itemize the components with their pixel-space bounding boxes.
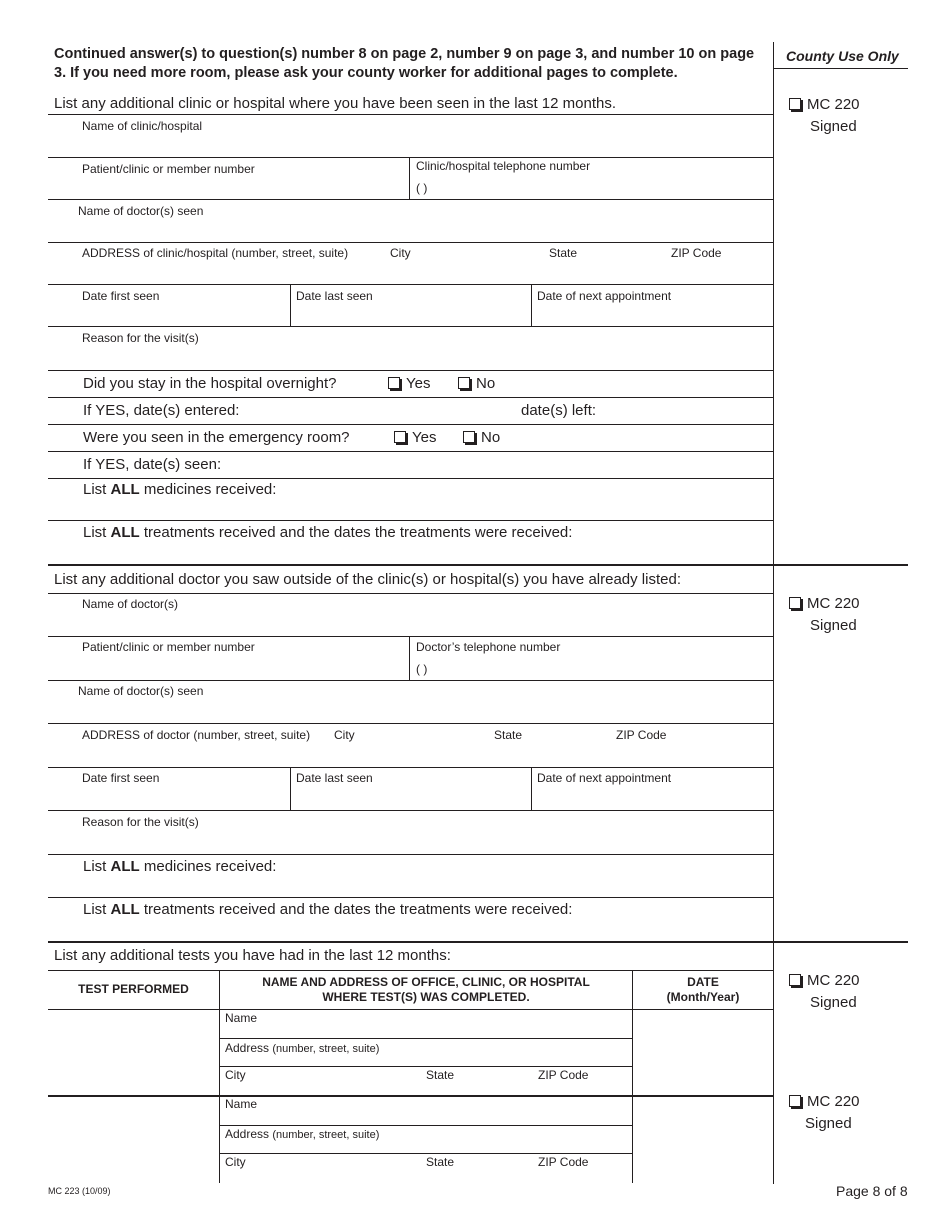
- address-sub: (number, street, suite): [272, 1129, 380, 1141]
- rule: [48, 1095, 774, 1097]
- test1-address-field[interactable]: [225, 1041, 379, 1055]
- col-test-performed: TEST PERFORMED: [78, 982, 189, 996]
- rule: [219, 1153, 633, 1154]
- overnight-no-checkbox[interactable]: [458, 375, 495, 392]
- col-date-line2: (Month/Year): [666, 990, 740, 1004]
- section-divider: [48, 564, 908, 566]
- clinic-address-field[interactable]: ADDRESS of clinic/hospital (number, street, suite): [82, 246, 349, 260]
- rule: [48, 1009, 774, 1010]
- doctor-date-next-field[interactable]: Date of next appointment: [537, 771, 672, 785]
- county-header-rule: [774, 68, 908, 69]
- all-word: ALL: [110, 858, 140, 875]
- col-date-line1: DATE: [687, 975, 719, 989]
- list-word: List: [83, 481, 107, 498]
- er-dates-field[interactable]: If YES, date(s) seen:: [83, 456, 222, 473]
- rule: [409, 636, 410, 680]
- form-id: MC 223 (10/09): [48, 1186, 111, 1196]
- checkbox-icon: [388, 377, 400, 389]
- list-word: List: [83, 858, 107, 875]
- list-word: List: [83, 901, 107, 918]
- doctors-seen-field[interactable]: Name of doctor(s) seen: [78, 204, 204, 218]
- doctor-doctors-seen-field[interactable]: Name of doctor(s) seen: [78, 684, 204, 698]
- dates-left-field[interactable]: date(s) left:: [521, 402, 597, 419]
- checkbox-label: Yes: [406, 375, 431, 392]
- medicines-rest: medicines received:: [143, 858, 277, 875]
- rule: [48, 854, 774, 855]
- rule: [409, 157, 410, 199]
- mc220-signed-label: Signed: [805, 1115, 852, 1132]
- rule: [48, 767, 774, 768]
- mc220-signed-label: Signed: [810, 617, 857, 634]
- doctor-state-field[interactable]: State: [494, 728, 523, 742]
- section-divider: [48, 941, 908, 943]
- rule: [48, 636, 774, 637]
- test2-city-field[interactable]: City: [225, 1155, 246, 1169]
- mc220-checkbox-2[interactable]: [789, 595, 860, 612]
- rule: [48, 451, 774, 452]
- rule: [48, 424, 774, 425]
- col-name-line2: WHERE TEST(S) WAS COMPLETED.: [322, 990, 530, 1004]
- test2-state-field[interactable]: State: [426, 1155, 455, 1169]
- doctor-treatments-field[interactable]: [83, 901, 572, 918]
- overnight-question: Did you stay in the hospital overnight?: [83, 375, 337, 392]
- doctor-date-first-field[interactable]: Date first seen: [82, 771, 160, 785]
- rule: [48, 520, 774, 521]
- test1-zip-field[interactable]: ZIP Code: [538, 1068, 589, 1082]
- dates-entered-field[interactable]: If YES, date(s) entered:: [83, 402, 240, 419]
- checkbox-label: Yes: [412, 429, 437, 446]
- address-word: Address: [225, 1041, 270, 1055]
- clinic-phone-field[interactable]: Clinic/hospital telephone number: [416, 159, 591, 173]
- clinic-zip-field[interactable]: ZIP Code: [671, 246, 722, 260]
- treatments-rest: treatments received and the dates the treatments were received:: [143, 524, 573, 541]
- rule: [48, 970, 774, 971]
- mc220-label: MC 220: [807, 96, 860, 113]
- rule: [48, 284, 774, 285]
- col-name-address: [220, 975, 632, 1005]
- mc220-checkbox-4[interactable]: [789, 1093, 860, 1110]
- rule: [48, 326, 774, 327]
- rule: [531, 284, 532, 326]
- checkbox-icon: [789, 974, 801, 986]
- rule: [48, 370, 774, 371]
- clinic-state-field[interactable]: State: [549, 246, 578, 260]
- checkbox-label: No: [476, 375, 496, 392]
- doctor-city-field[interactable]: City: [334, 728, 355, 742]
- medicines-field[interactable]: [83, 481, 276, 498]
- county-use-only-label: County Use Only: [786, 48, 899, 64]
- mc220-checkbox-3[interactable]: [789, 972, 860, 989]
- mc220-label: MC 220: [807, 972, 860, 989]
- col-name-line1: NAME AND ADDRESS OF OFFICE, CLINIC, OR HOSPITAL: [262, 975, 590, 989]
- test1-name-field[interactable]: Name: [225, 1011, 258, 1025]
- doctor-phone-field[interactable]: Doctor’s telephone number: [416, 640, 561, 654]
- rule: [48, 397, 774, 398]
- rule: [48, 810, 774, 811]
- rule: [48, 680, 774, 681]
- checkbox-label: No: [481, 429, 501, 446]
- test1-state-field[interactable]: State: [426, 1068, 455, 1082]
- checkbox-icon: [463, 431, 475, 443]
- rule: [290, 284, 291, 326]
- doctor-patient-number-field[interactable]: Patient/clinic or member number: [82, 640, 255, 654]
- doctor-phone-parens: ( ): [416, 662, 428, 676]
- rule: [48, 723, 774, 724]
- all-word: ALL: [110, 524, 140, 541]
- test2-zip-field[interactable]: ZIP Code: [538, 1155, 589, 1169]
- doctor-medicines-field[interactable]: [83, 858, 276, 875]
- section2-intro: List any additional doctor you saw outside of the clinic(s) or hospital(s) you have already listed:: [54, 571, 681, 588]
- doctor-reason-field[interactable]: Reason for the visit(s): [82, 815, 199, 829]
- mc220-signed-label: Signed: [810, 994, 857, 1011]
- checkbox-icon: [789, 597, 801, 609]
- doctor-date-last-field[interactable]: Date last seen: [296, 771, 373, 785]
- doctor-zip-field[interactable]: ZIP Code: [616, 728, 667, 742]
- treatments-rest: treatments received and the dates the treatments were received:: [143, 901, 573, 918]
- test2-name-field[interactable]: Name: [225, 1097, 258, 1111]
- mc220-checkbox-1[interactable]: [789, 96, 860, 113]
- er-yes-checkbox[interactable]: [394, 429, 436, 446]
- rule: [48, 199, 774, 200]
- rule: [48, 157, 774, 158]
- section1-intro: List any additional clinic or hospital where you have been seen in the last 12 months.: [54, 95, 617, 112]
- checkbox-icon: [789, 98, 801, 110]
- rule: [290, 767, 291, 810]
- date-first-seen-field[interactable]: Date first seen: [82, 289, 160, 303]
- rule: [48, 114, 774, 115]
- date-next-appointment-field[interactable]: Date of next appointment: [537, 289, 672, 303]
- page-number: Page 8 of 8: [836, 1183, 908, 1199]
- er-no-checkbox[interactable]: [463, 429, 500, 446]
- address-sub: (number, street, suite): [272, 1043, 380, 1055]
- clinic-city-field[interactable]: City: [390, 246, 411, 260]
- checkbox-icon: [789, 1095, 801, 1107]
- doctor-name-field[interactable]: Name of doctor(s): [82, 597, 179, 611]
- instructions-text: Continued answer(s) to question(s) number 8 on page 2, number 9 on page 3, and number 10 on page 3. If you need more room, please ask your county worker for additional pages to complete.: [54, 46, 755, 81]
- clinic-name-field[interactable]: Name of clinic/hospital: [82, 119, 203, 133]
- medicines-rest: medicines received:: [143, 481, 277, 498]
- visit-reason-field[interactable]: Reason for the visit(s): [82, 331, 199, 345]
- checkbox-icon: [458, 377, 470, 389]
- rule: [632, 970, 633, 1183]
- section3-intro: List any additional tests you have had in the last 12 months:: [54, 947, 451, 964]
- rule: [219, 970, 220, 1183]
- all-word: ALL: [110, 481, 140, 498]
- rule: [48, 242, 774, 243]
- rule: [48, 478, 774, 479]
- doctor-address-field[interactable]: ADDRESS of doctor (number, street, suite): [82, 728, 311, 742]
- rule: [219, 1038, 633, 1039]
- address-word: Address: [225, 1127, 270, 1141]
- col-date: [633, 975, 773, 1005]
- all-word: ALL: [110, 901, 140, 918]
- list-word: List: [83, 524, 107, 541]
- date-last-seen-field[interactable]: Date last seen: [296, 289, 373, 303]
- rule: [531, 767, 532, 810]
- treatments-field[interactable]: [83, 524, 572, 541]
- er-question: Were you seen in the emergency room?: [83, 429, 350, 446]
- checkbox-icon: [394, 431, 406, 443]
- rule: [48, 593, 774, 594]
- overnight-yes-checkbox[interactable]: [388, 375, 430, 392]
- test1-city-field[interactable]: City: [225, 1068, 246, 1082]
- clinic-phone-parens: ( ): [416, 181, 428, 195]
- mc220-label: MC 220: [807, 1093, 860, 1110]
- patient-number-field[interactable]: Patient/clinic or member number: [82, 162, 255, 176]
- county-column-divider: [773, 42, 774, 1184]
- rule: [48, 897, 774, 898]
- test2-address-field[interactable]: [225, 1127, 379, 1141]
- mc220-signed-label: Signed: [810, 118, 857, 135]
- rule: [219, 1125, 633, 1126]
- rule: [219, 1066, 633, 1067]
- mc220-label: MC 220: [807, 595, 860, 612]
